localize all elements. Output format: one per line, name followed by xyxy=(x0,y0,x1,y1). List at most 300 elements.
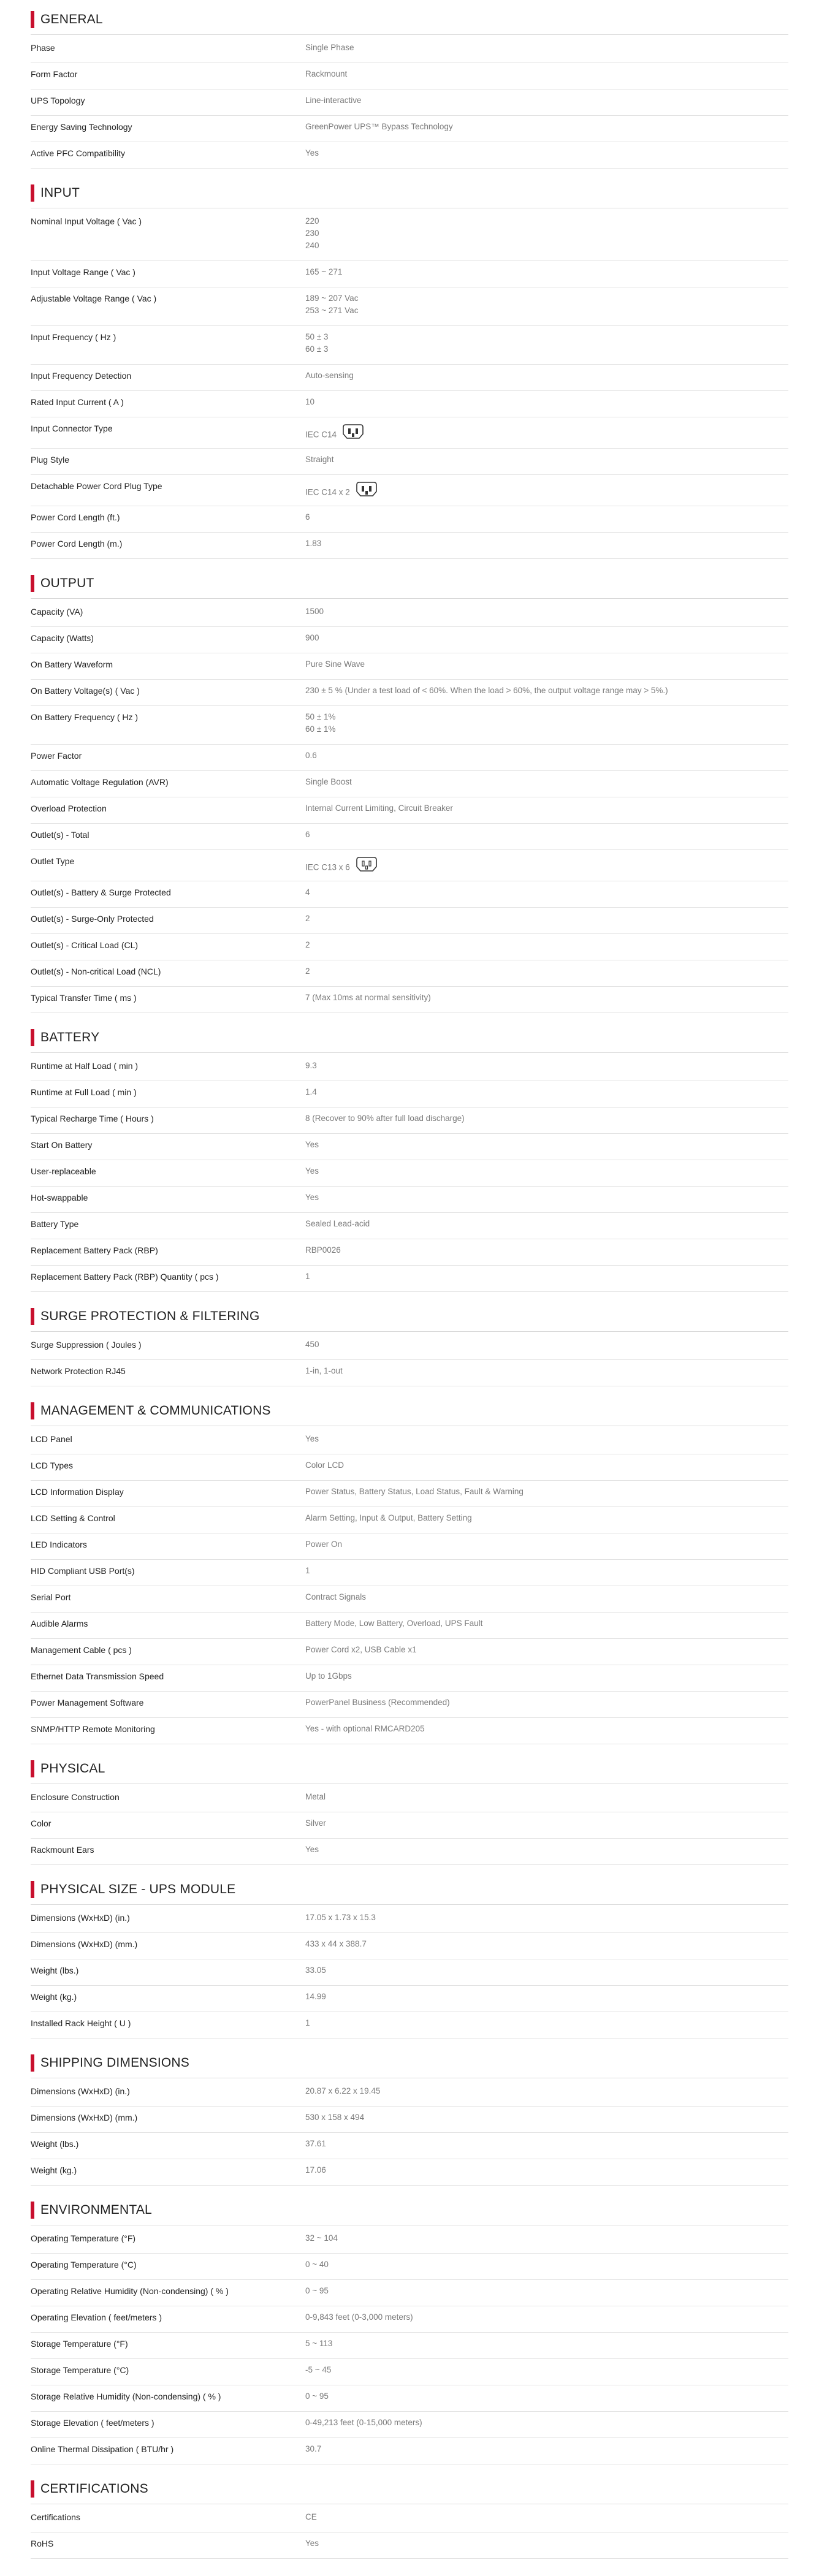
spec-value xyxy=(305,2111,783,2124)
spec-label: Operating Temperature (°F) xyxy=(31,2233,136,2243)
spec-row xyxy=(31,771,788,797)
spec-value-text: 1 xyxy=(305,1566,310,1575)
spec-value-text: 4 xyxy=(305,887,310,897)
spec-value-line xyxy=(305,1165,783,1177)
spec-value xyxy=(305,1112,783,1125)
spec-value-line xyxy=(305,1791,783,1803)
spec-label: Phase xyxy=(31,43,55,53)
spec-row xyxy=(31,2012,788,2038)
spec-value xyxy=(305,1644,783,1656)
spec-label: Detachable Power Cord Plug Type xyxy=(31,481,162,491)
spec-value xyxy=(305,1139,783,1151)
spec-row xyxy=(31,2280,788,2306)
spec-value-text: Internal Current Limiting, Circuit Breaker xyxy=(305,804,453,813)
iec-c14-inlet-icon xyxy=(341,424,365,443)
spec-row xyxy=(31,824,788,850)
spec-row xyxy=(31,1481,788,1507)
spec-value-line xyxy=(305,1244,783,1256)
spec-value xyxy=(305,992,783,1004)
spec-value-text: Metal xyxy=(305,1792,326,1801)
spec-value-line xyxy=(305,1086,783,1098)
spec-label: Overload Protection xyxy=(31,804,107,813)
row-divider xyxy=(31,168,788,169)
spec-label: Certifications xyxy=(31,2512,80,2522)
spec-row xyxy=(31,680,788,706)
spec-value-line xyxy=(305,658,783,671)
spec-row xyxy=(31,627,788,653)
spec-value-text: Auto-sensing xyxy=(305,371,354,380)
spec-value xyxy=(305,147,783,159)
spec-value-line xyxy=(305,121,783,133)
spec-label: Storage Temperature (°F) xyxy=(31,2339,128,2349)
spec-value-text: Power Cord x2, USB Cable x1 xyxy=(305,1645,417,1654)
spec-value-line xyxy=(305,42,783,54)
spec-value-line xyxy=(305,2338,783,2350)
spec-value xyxy=(305,965,783,978)
spec-value-text: 220 xyxy=(305,216,319,226)
spec-value xyxy=(305,266,783,278)
spec-row xyxy=(31,960,788,987)
spec-value-text: 230 ± 5 % (Under a test load of < 60%. When the load > 60%, the output voltage range may > 5%.) xyxy=(305,686,668,695)
spec-label: Plug Style xyxy=(31,455,70,465)
spec-value-line xyxy=(305,1644,783,1656)
spec-value-text: IEC C14 x 2 xyxy=(305,487,350,497)
spec-value-line xyxy=(305,396,783,408)
spec-label: Storage Temperature (°C) xyxy=(31,2365,129,2375)
spec-value-text: Contract Signals xyxy=(305,1592,367,1601)
spec-row xyxy=(31,1786,788,1812)
spec-value xyxy=(305,632,783,644)
spec-value xyxy=(305,2259,783,2271)
spec-row xyxy=(31,2107,788,2133)
spec-value xyxy=(305,1365,783,1377)
spec-row xyxy=(31,934,788,960)
iec-c13-outlet-icon xyxy=(355,856,378,876)
spec-row xyxy=(31,417,788,449)
spec-value-line xyxy=(305,427,783,439)
spec-value-text: Color LCD xyxy=(305,1461,345,1470)
spec-value-line xyxy=(305,1538,783,1551)
spec-value xyxy=(305,1486,783,1498)
spec-value-line xyxy=(305,1817,783,1829)
spec-label: Typical Recharge Time ( Hours ) xyxy=(31,1114,154,1123)
spec-value xyxy=(305,2417,783,2429)
section-input xyxy=(0,181,819,559)
spec-row xyxy=(31,261,788,287)
spec-value-text: 37.61 xyxy=(305,2139,326,2148)
spec-value xyxy=(305,1060,783,1072)
spec-label: Energy Saving Technology xyxy=(31,122,132,132)
spec-value-text: 900 xyxy=(305,633,319,642)
spec-value xyxy=(305,42,783,54)
spec-row xyxy=(31,2532,788,2559)
spec-label: Operating Elevation ( feet/meters ) xyxy=(31,2312,162,2322)
spec-value-text: IEC C14 xyxy=(305,430,337,439)
section-header xyxy=(31,1877,235,1902)
spec-value-text: Straight xyxy=(305,455,334,464)
spec-value-text: 8 (Recover to 90% after full load discharge) xyxy=(305,1114,465,1123)
spec-row xyxy=(31,2412,788,2438)
spec-value-text: Yes xyxy=(305,1845,319,1854)
spec-label: Storage Elevation ( feet/meters ) xyxy=(31,2418,154,2428)
spec-label: Runtime at Half Load ( min ) xyxy=(31,1061,139,1071)
spec-label: Installed Rack Height ( U ) xyxy=(31,2018,131,2028)
spec-row xyxy=(31,601,788,627)
spec-value-line xyxy=(305,94,783,107)
spec-label: Typical Transfer Time ( ms ) xyxy=(31,993,137,1003)
section-title: OUTPUT xyxy=(40,576,94,590)
spec-value xyxy=(305,1670,783,1682)
spec-label: Form Factor xyxy=(31,69,78,79)
section-accent-bar xyxy=(31,575,34,592)
spec-value xyxy=(305,1964,783,1977)
spec-value xyxy=(305,2085,783,2097)
spec-label: Operating Relative Humidity (Non-condensing) ( % ) xyxy=(31,2286,229,2296)
spec-value-line xyxy=(305,1591,783,1603)
section-divider xyxy=(31,1052,788,1053)
spec-value xyxy=(305,802,783,815)
spec-value xyxy=(305,1218,783,1230)
spec-value-line xyxy=(305,1112,783,1125)
spec-value xyxy=(305,1912,783,1924)
spec-value xyxy=(305,2338,783,2350)
spec-row xyxy=(31,2359,788,2385)
spec-value xyxy=(305,511,783,523)
spec-row xyxy=(31,1959,788,1986)
spec-value-line xyxy=(305,1512,783,1524)
spec-label: SNMP/HTTP Remote Monitoring xyxy=(31,1724,155,1734)
spec-label: Input Connector Type xyxy=(31,424,113,433)
spec-row xyxy=(31,1665,788,1692)
spec-value xyxy=(305,1817,783,1829)
spec-value-text: Sealed Lead-acid xyxy=(305,1219,370,1228)
spec-value xyxy=(305,454,783,466)
spec-value-line xyxy=(305,1565,783,1577)
spec-value-text: Yes - with optional RMCARD205 xyxy=(305,1724,425,1733)
spec-label: Rackmount Ears xyxy=(31,1845,94,1855)
spec-value-text: 1-in, 1-out xyxy=(305,1366,343,1375)
section-title: BATTERY xyxy=(40,1030,100,1044)
spec-value-text: 5 ~ 113 xyxy=(305,2339,333,2348)
spec-label: Input Frequency Detection xyxy=(31,371,132,381)
spec-label: Capacity (VA) xyxy=(31,607,83,617)
spec-value-text: 433 x 44 x 388.7 xyxy=(305,1939,367,1948)
spec-label: Weight (lbs.) xyxy=(31,1966,79,1975)
spec-value xyxy=(305,331,783,355)
spec-value-line xyxy=(305,1912,783,1924)
spec-row xyxy=(31,365,788,391)
spec-value-text: IEC C13 x 6 xyxy=(305,862,350,872)
spec-value-line xyxy=(305,1486,783,1498)
spec-row xyxy=(31,1213,788,1239)
spec-value-line xyxy=(305,723,783,735)
spec-value xyxy=(305,1459,783,1472)
spec-value xyxy=(305,1165,783,1177)
section-accent-bar xyxy=(31,11,34,28)
spec-value-line xyxy=(305,2364,783,2376)
spec-label: Operating Temperature (°C) xyxy=(31,2260,137,2270)
spec-row xyxy=(31,745,788,771)
spec-value xyxy=(305,1271,783,1283)
section-header xyxy=(31,1025,99,1050)
spec-value xyxy=(305,1244,783,1256)
spec-label: Dimensions (WxHxD) (in.) xyxy=(31,1913,130,1923)
spec-value xyxy=(305,2390,783,2403)
section-accent-bar xyxy=(31,2202,34,2219)
spec-label: Weight (kg.) xyxy=(31,1992,77,2002)
spec-value-text: 530 x 158 x 494 xyxy=(305,2113,365,2122)
spec-label: UPS Topology xyxy=(31,96,85,105)
spec-value-line xyxy=(305,343,783,355)
spec-value xyxy=(305,68,783,80)
spec-row xyxy=(31,449,788,475)
spec-value-text: Yes xyxy=(305,148,319,158)
spec-row xyxy=(31,1507,788,1533)
spec-value-line xyxy=(305,485,783,497)
spec-label: Online Thermal Dissipation ( BTU/hr ) xyxy=(31,2444,174,2454)
spec-value xyxy=(305,860,783,872)
spec-value-line xyxy=(305,1271,783,1283)
spec-value-text: Yes xyxy=(305,2539,319,2548)
spec-row xyxy=(31,2254,788,2280)
section-management-communications xyxy=(0,1399,819,1744)
spec-value-text: 10 xyxy=(305,397,315,406)
spec-value-line xyxy=(305,2017,783,2029)
section-output xyxy=(0,571,819,1013)
spec-value-line xyxy=(305,711,783,723)
spec-value xyxy=(305,427,783,439)
spec-value-line xyxy=(305,2417,783,2429)
spec-value xyxy=(305,1565,783,1577)
spec-value-text: GreenPower UPS™ Bypass Technology xyxy=(305,122,453,131)
spec-value-line xyxy=(305,240,783,252)
spec-label: Outlet(s) - Critical Load (CL) xyxy=(31,940,139,950)
spec-value-text: 165 ~ 271 xyxy=(305,267,343,276)
spec-value-text: Battery Mode, Low Battery, Overload, UPS Fault xyxy=(305,1619,483,1628)
spec-value-text: Line-interactive xyxy=(305,96,362,105)
spec-value-line xyxy=(305,939,783,951)
spec-value-text: 0-49,213 feet (0-15,000 meters) xyxy=(305,2418,422,2427)
spec-value-line xyxy=(305,2390,783,2403)
spec-value xyxy=(305,1617,783,1630)
spec-value-line xyxy=(305,1844,783,1856)
spec-value xyxy=(305,1433,783,1445)
spec-value-line xyxy=(305,992,783,1004)
spec-value-text: 253 ~ 271 Vac xyxy=(305,306,359,315)
section-header xyxy=(31,7,103,32)
row-divider xyxy=(31,558,788,559)
spec-value-line xyxy=(305,1365,783,1377)
spec-row xyxy=(31,116,788,142)
spec-value xyxy=(305,829,783,841)
section-divider xyxy=(31,1331,788,1332)
section-title: PHYSICAL SIZE - UPS MODULE xyxy=(40,1882,236,1896)
spec-row xyxy=(31,1360,788,1386)
section-header xyxy=(31,1757,105,1781)
spec-row xyxy=(31,1839,788,1865)
spec-value xyxy=(305,913,783,925)
spec-row xyxy=(31,1933,788,1959)
spec-row xyxy=(31,89,788,116)
spec-row xyxy=(31,1108,788,1134)
spec-value-text: 60 ± 3 xyxy=(305,344,329,354)
spec-row xyxy=(31,653,788,680)
spec-label: Hot-swappable xyxy=(31,1193,88,1203)
spec-value-line xyxy=(305,1339,783,1351)
spec-value-text: 450 xyxy=(305,1340,319,1349)
spec-value xyxy=(305,1191,783,1204)
spec-value-line xyxy=(305,1139,783,1151)
spec-value-line xyxy=(305,829,783,841)
spec-value xyxy=(305,1086,783,1098)
spec-row xyxy=(31,2438,788,2464)
spec-value-text: 7 (Max 10ms at normal sensitivity) xyxy=(305,993,431,1002)
spec-value-text: 189 ~ 207 Vac xyxy=(305,294,359,303)
spec-row xyxy=(31,1187,788,1213)
spec-value-line xyxy=(305,2138,783,2150)
spec-value-line xyxy=(305,2111,783,2124)
spec-row xyxy=(31,850,788,881)
spec-value-line xyxy=(305,965,783,978)
spec-value-text: 2 xyxy=(305,914,310,923)
spec-value xyxy=(305,776,783,788)
spec-row xyxy=(31,475,788,506)
spec-row xyxy=(31,391,788,417)
spec-value xyxy=(305,2232,783,2244)
spec-label: Network Protection RJ45 xyxy=(31,1366,126,1376)
spec-value-text: Pure Sine Wave xyxy=(305,659,365,669)
spec-value-text: Single Boost xyxy=(305,777,352,786)
spec-value-text: 240 xyxy=(305,241,319,250)
spec-row xyxy=(31,706,788,745)
spec-value xyxy=(305,658,783,671)
section-physical xyxy=(0,1757,819,1865)
spec-label: Weight (lbs.) xyxy=(31,2139,79,2149)
spec-value-text: 50 ± 3 xyxy=(305,332,329,341)
spec-label: Storage Relative Humidity (Non-condensing) ( % ) xyxy=(31,2392,221,2401)
spec-value xyxy=(305,1512,783,1524)
spec-value-text: 50 ± 1% xyxy=(305,712,336,721)
spec-label: Power Management Software xyxy=(31,1698,144,1708)
spec-label: Power Cord Length (m.) xyxy=(31,539,123,549)
section-general xyxy=(0,7,819,169)
spec-row xyxy=(31,506,788,533)
section-header xyxy=(31,2198,152,2222)
spec-value xyxy=(305,2511,783,2523)
spec-row xyxy=(31,1812,788,1839)
spec-row xyxy=(31,987,788,1013)
spec-value-line xyxy=(305,2443,783,2455)
spec-label: Dimensions (WxHxD) (mm.) xyxy=(31,2113,138,2122)
spec-value-text: Yes xyxy=(305,1434,319,1443)
spec-value xyxy=(305,2017,783,2029)
spec-value-text: Up to 1Gbps xyxy=(305,1671,352,1681)
spec-row xyxy=(31,37,788,63)
spec-label: HID Compliant USB Port(s) xyxy=(31,1566,135,1576)
spec-value xyxy=(305,1723,783,1735)
spec-value-line xyxy=(305,860,783,872)
spec-value-line xyxy=(305,632,783,644)
spec-row xyxy=(31,1533,788,1560)
spec-label: Outlet(s) - Battery & Surge Protected xyxy=(31,887,171,897)
spec-value xyxy=(305,939,783,951)
spec-value-line xyxy=(305,1218,783,1230)
spec-value-text: 2 xyxy=(305,967,310,976)
spec-value-line xyxy=(305,2085,783,2097)
iec-c14-inlet-icon xyxy=(355,481,378,501)
spec-value-text: 1.83 xyxy=(305,539,322,548)
spec-row xyxy=(31,1986,788,2012)
spec-value-line xyxy=(305,1617,783,1630)
spec-value-text: PowerPanel Business (Recommended) xyxy=(305,1698,450,1707)
spec-value xyxy=(305,94,783,107)
section-header xyxy=(31,571,94,596)
spec-row xyxy=(31,326,788,365)
section-accent-bar xyxy=(31,2054,34,2072)
spec-row xyxy=(31,2227,788,2254)
spec-label: Weight (kg.) xyxy=(31,2165,77,2175)
spec-value xyxy=(305,215,783,252)
spec-value-text: 30.7 xyxy=(305,2444,322,2453)
spec-row xyxy=(31,2506,788,2532)
section-accent-bar xyxy=(31,184,34,202)
spec-value-line xyxy=(305,215,783,227)
spec-value xyxy=(305,292,783,317)
section-header xyxy=(31,1399,271,1423)
row-divider xyxy=(31,1864,788,1865)
spec-row xyxy=(31,1586,788,1613)
spec-value-line xyxy=(305,292,783,305)
spec-value-line xyxy=(305,2537,783,2550)
spec-value xyxy=(305,1844,783,1856)
spec-row xyxy=(31,210,788,261)
spec-value-text: 14.99 xyxy=(305,1992,326,2001)
spec-value-text: 33.05 xyxy=(305,1966,326,1975)
section-title: INPUT xyxy=(40,186,80,200)
spec-label: Start On Battery xyxy=(31,1140,93,1150)
section-accent-bar xyxy=(31,1308,34,1325)
spec-value-line xyxy=(305,685,783,697)
spec-value-text: 1 xyxy=(305,2018,310,2027)
section-accent-bar xyxy=(31,1760,34,1777)
spec-row xyxy=(31,1718,788,1744)
spec-value-line xyxy=(305,2311,783,2323)
section-environmental xyxy=(0,2198,819,2464)
spec-row xyxy=(31,1613,788,1639)
spec-value-line xyxy=(305,538,783,550)
spec-value xyxy=(305,685,783,697)
spec-value-line xyxy=(305,750,783,762)
spec-value-text: 60 ± 1% xyxy=(305,724,336,734)
spec-value-line xyxy=(305,331,783,343)
section-title: SURGE PROTECTION & FILTERING xyxy=(40,1309,260,1323)
spec-value xyxy=(305,2311,783,2323)
spec-value-text: Power On xyxy=(305,1540,343,1549)
spec-label: Runtime at Full Load ( min ) xyxy=(31,1087,137,1097)
spec-label: Input Voltage Range ( Vac ) xyxy=(31,267,135,277)
spec-label: LCD Information Display xyxy=(31,1487,124,1497)
spec-value-line xyxy=(305,1991,783,2003)
spec-value-line xyxy=(305,802,783,815)
spec-value-line xyxy=(305,1696,783,1709)
spec-value xyxy=(305,485,783,497)
spec-value-line xyxy=(305,2285,783,2297)
spec-value-text: Rackmount xyxy=(305,69,348,78)
spec-value-text: 0-9,843 feet (0-3,000 meters) xyxy=(305,2312,413,2322)
section-divider xyxy=(31,34,788,35)
spec-value-line xyxy=(305,227,783,240)
section-header xyxy=(31,1304,260,1329)
